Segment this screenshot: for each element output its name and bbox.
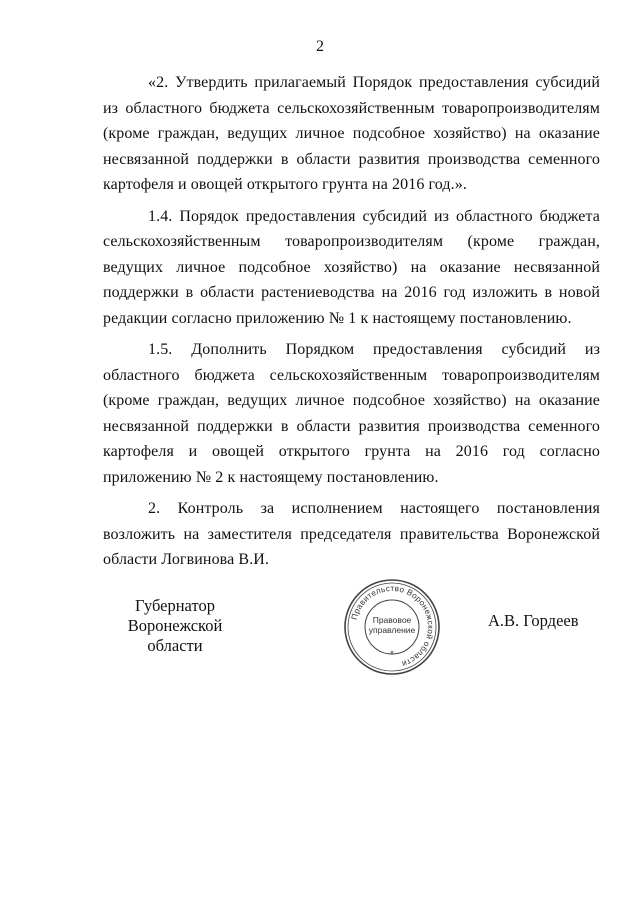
stamp-ring-text: Правительство Воронежской области — [349, 583, 436, 669]
paragraph-item-2: «2. Утвердить прилагаемый Порядок предоставления субсидий из областного бюджета сельскохозяйственным товаропроизводителям (кроме граждан, ведущих личное подсобное хозяйство) на оказание несвязанной поддержки в области развития производства семенного картофеля и овощей открытого грунта на 2016 год.». — [103, 74, 600, 193]
document-body — [103, 70, 600, 579]
page-number: 2 — [316, 38, 324, 55]
stamp-center-line2: управление — [368, 625, 416, 635]
paragraph-control: 2. Контроль за исполнением настоящего постановления возложить на заместителя председателя правительства Воронежской области Логвинова В.И. — [103, 500, 600, 568]
paragraph-item-1-4: 1.4. Порядок предоставления субсидий из областного бюджета сельскохозяйственным товаропроизводителям (кроме граждан, ведущих личное подсобное хозяйство) на оказание несвязанной поддержки в области растениеводства на 2016 год изложить в новой редакции согласно приложению № 1 к настоящему постановлению. — [103, 207, 600, 327]
signatory-title-line2: Воронежской области — [127, 616, 223, 655]
stamp-center-line1: Правовое — [372, 615, 412, 625]
signatory-name: А.В. Гордеев — [488, 611, 579, 630]
paragraph-item-1-5: 1.5. Дополнить Порядком предоставления субсидий из областного бюджета сельскохозяйственным товаропроизводителям (кроме граждан, ведущих личное подсобное хозяйство) на оказание несвязанной поддержки в области развития производства семенного картофеля и овощей открытого грунта на 2016 год согласно приложению № 2 к настоящему постановлению. — [103, 341, 600, 486]
stamp-star: * — [390, 649, 394, 659]
signatory-title — [100, 596, 250, 656]
stamp-center-text — [364, 615, 420, 635]
official-stamp — [342, 577, 442, 677]
signatory-title-line1: Губернатор — [135, 596, 215, 615]
